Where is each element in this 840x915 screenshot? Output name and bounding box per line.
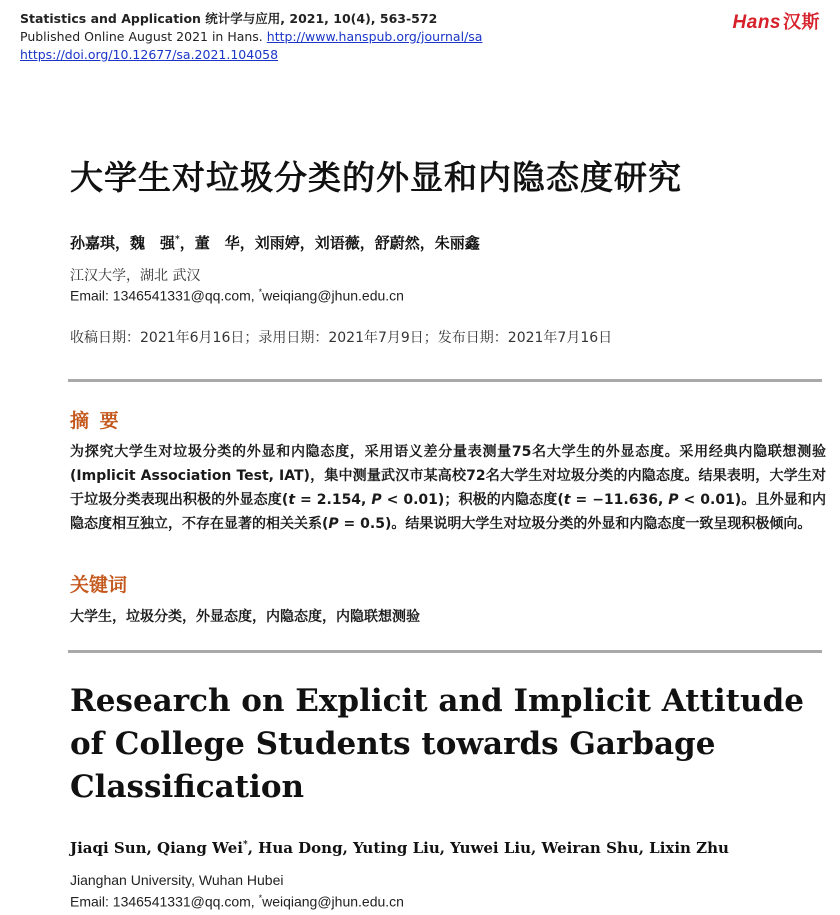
cn-email-part1: Email: 1346541331@qq.com, — [70, 287, 259, 304]
hans-logo — [733, 8, 820, 34]
doi-line — [20, 46, 482, 64]
abstract-stat-p1: P — [371, 492, 382, 508]
keywords-list: 大学生，垃圾分类，外显态度，内隐态度，内隐联想测验 — [70, 609, 420, 625]
logo-cn: 汉斯 — [783, 12, 820, 32]
published-line — [20, 28, 482, 46]
en-email-part2: weiqiang@jhun.edu.cn — [262, 893, 404, 910]
en-email — [70, 893, 404, 910]
divider-top — [68, 379, 822, 382]
abstract-stat-p2: P — [668, 492, 679, 508]
cn-authors — [70, 232, 480, 253]
en-title: Research on Explicit and Implicit Attitude of College Students towards Garbage Classification — [70, 683, 804, 805]
abstract-text-3: < 0.01)；积极的内隐态度( — [381, 492, 564, 508]
cn-corresponding-mark: * — [175, 235, 180, 245]
en-email-mark: * — [258, 893, 263, 903]
published-text: Published Online August 2021 in Hans. — [20, 29, 267, 44]
abstract-text-4: = −11.636, — [570, 492, 669, 508]
abstract-stat-t1: t — [288, 492, 296, 508]
cn-dates: 收稿日期：2021年6月16日；录用日期：2021年7月9日；发布日期：2021年7月16日 — [70, 330, 613, 346]
logo-latin: Hans — [732, 12, 781, 33]
en-authors-part2: , Hua Dong, Yuting Liu, Yuwei Liu, Weiran Shu, Lixin Zhu — [247, 839, 729, 857]
keywords-heading: 关键词 — [70, 574, 128, 596]
divider-bottom — [68, 650, 822, 653]
cn-affiliation: 江汉大学，湖北 武汉 — [70, 268, 201, 284]
en-email-part1: Email: 1346541331@qq.com, — [70, 893, 259, 910]
abstract-body — [70, 440, 826, 536]
abstract-stat-p3: P — [328, 516, 339, 532]
abstract-text-1: 为探究大学生对垃圾分类的外显和内隐态度，采用语义差分量表测量75名大学生的外显态度。采用经典内隐联想测验(Implicit Association Test, IAT)，集中测量武汉市某高校72名大学生对垃圾分类的内隐态度。结果表明，大学生对于垃圾分类表现出积极的外显态度( — [70, 444, 826, 508]
cn-email-mark: * — [258, 287, 263, 297]
cn-title: 大学生对垃圾分类的外显和内隐态度研究 — [70, 158, 682, 197]
journal-link[interactable]: http://www.hanspub.org/journal/sa — [266, 29, 483, 44]
en-authors — [70, 839, 729, 857]
cn-email — [70, 287, 404, 304]
en-corresponding-mark: * — [242, 840, 248, 850]
en-affiliation: Jianghan University, Wuhan Hubei — [70, 872, 284, 888]
abstract-text-6: = 0.5)。结果说明大学生对垃圾分类的外显和内隐态度一致呈现积极倾向。 — [338, 516, 812, 532]
abstract-text-2: = 2.154, — [295, 492, 372, 508]
doi-link[interactable]: https://doi.org/10.12677/sa.2021.104058 — [20, 47, 279, 62]
cn-authors-part1: 孙嘉琪，魏 强 — [70, 234, 176, 252]
journal-citation: Statistics and Application 统计学与应用, 2021, 10(4), 563-572 — [20, 11, 438, 26]
en-authors-part1: Jiaqi Sun, Qiang Wei — [70, 839, 243, 857]
cn-authors-part2: ，董 华，刘雨婷，刘语薇，舒蔚然，朱丽鑫 — [179, 234, 480, 252]
journal-header — [20, 10, 482, 64]
abstract-heading: 摘 要 — [70, 410, 121, 432]
abstract-stat-t2: t — [563, 492, 571, 508]
abstract-text-5: < 0.01)。且外显和内隐态度相互独立，不存在显著的相关关系( — [70, 492, 826, 532]
cn-email-part2: weiqiang@jhun.edu.cn — [262, 287, 404, 304]
